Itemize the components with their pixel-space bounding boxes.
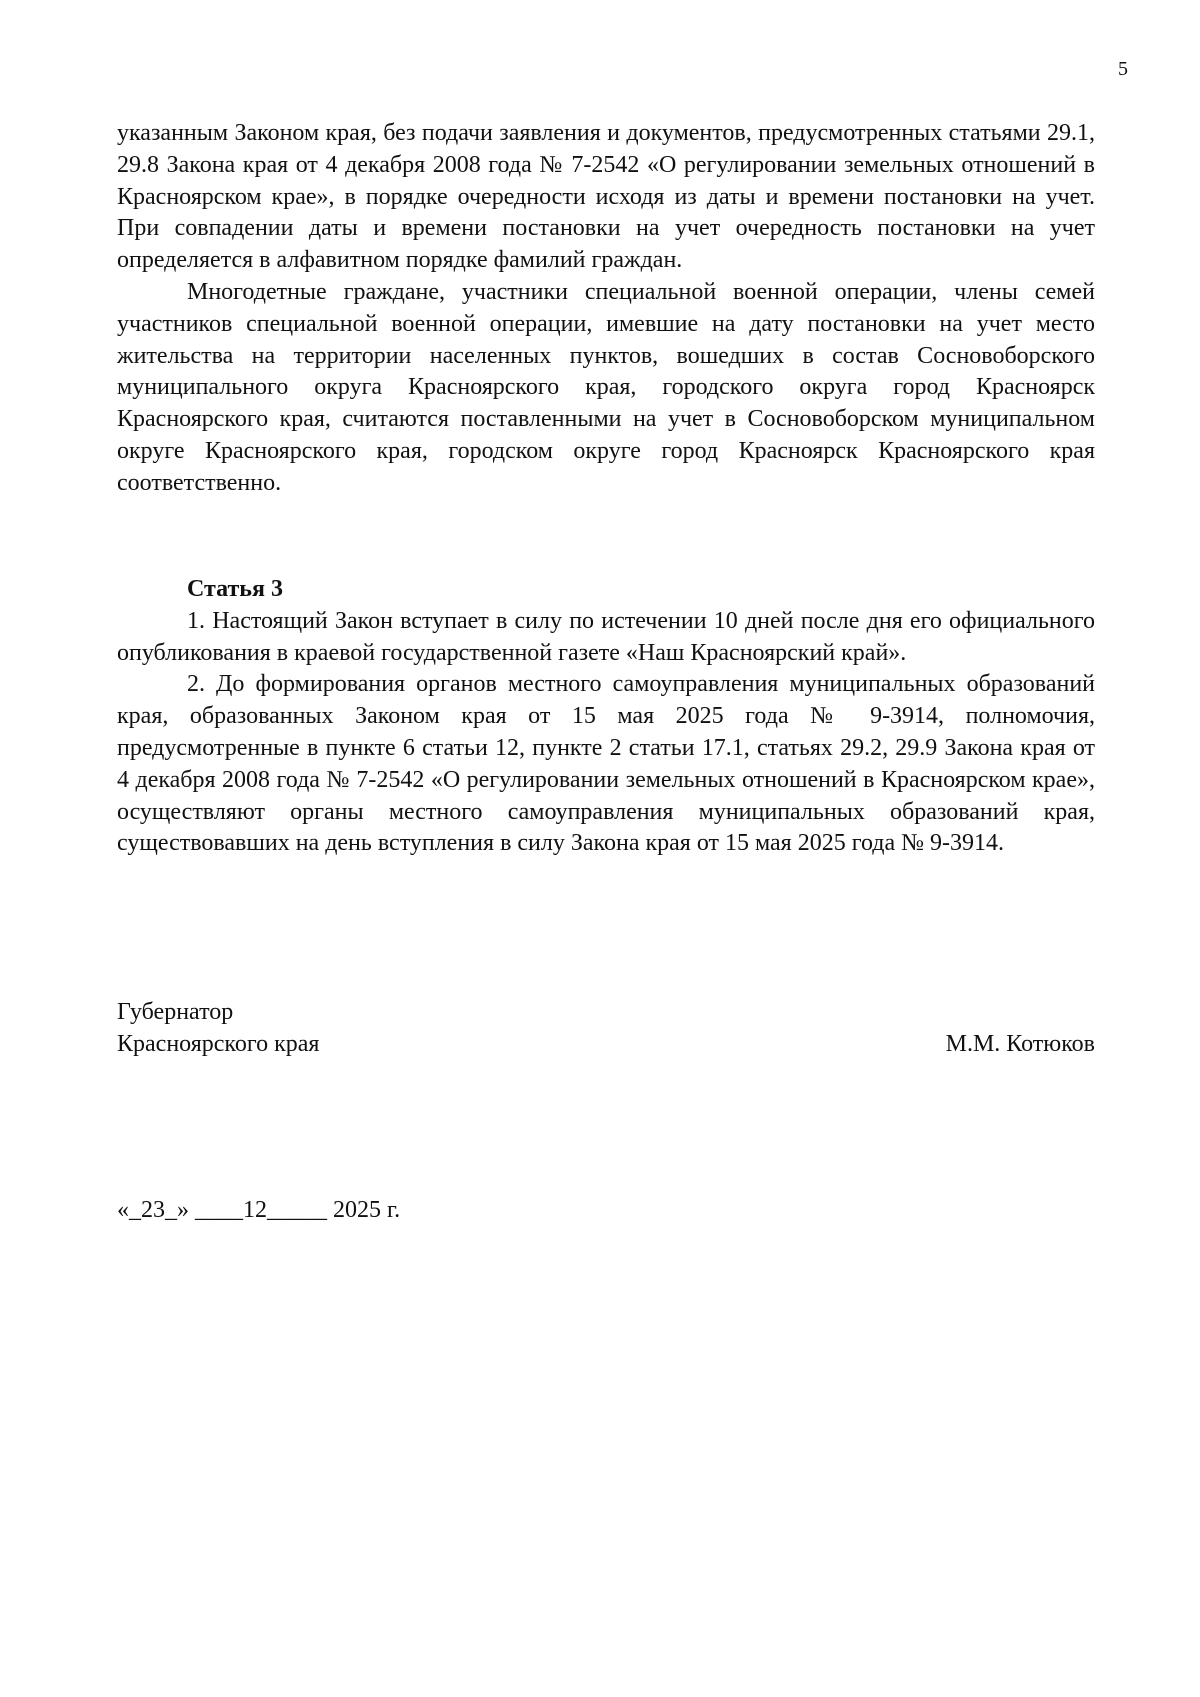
signature-title-line1: Губернатор bbox=[117, 999, 234, 1025]
signature-row bbox=[117, 1028, 1095, 1060]
signature-block bbox=[117, 996, 1095, 1060]
article-item-2: 2. До формирования органов местного самоуправления муниципальных образований края, образованных Законом края от 15 мая 2025 года № 9-3914, полномочия, предусмотренные в пункте 6 статьи 12, пункте 2 статьи 17.1, статьях 29.2, 29.9 Закона края от 4 декабря 2008 года № 7-2542 «О регулировании земельных отношений в Красноярском крае», осуществляют органы местного самоуправления муниципальных образований края, существовавших на день вступления в силу Закона края от 15 мая 2025 года № 9-3914. bbox=[117, 671, 1095, 857]
page-number: 5 bbox=[1118, 58, 1128, 80]
paragraph-large-families: Многодетные граждане, участники специальной военной операции, члены семей участников специальной военной операции, имевшие на дату постановки на учет место жительства на территории населенных пунктов, вошедших в состав Сосновоборского муниципального округа Красноярского края, городского округа город Красноярск Красноярского края, считаются поставленными на учет в Сосновоборском муниципальном округе Красноярского края, городском округе город Красноярск Красноярского края соответственно. bbox=[117, 278, 1095, 496]
article-3-section bbox=[117, 574, 1095, 860]
paragraph-continuation: указанным Законом края, без подачи заявления и документов, предусмотренных статьями 29.1, 29.8 Закона края от 4 декабря 2008 года № 7-2542 «О регулировании земельных отношений в Красноярском крае», в порядке очередности исходя из даты и времени постановки на учет. При совпадении даты и времени постановки на учет очередность постановки на учет определяется в алфавитном порядке фамилий граждан. bbox=[117, 120, 1095, 274]
signatory-name: М.М. Котюков bbox=[945, 1031, 1095, 1057]
main-text-top bbox=[117, 118, 1095, 500]
signing-date: «_23_» ____12_____ 2025 г. bbox=[117, 1197, 401, 1223]
article-heading: Статья 3 bbox=[187, 576, 283, 602]
signature-title-line2: Красноярского края bbox=[117, 1031, 320, 1057]
article-item-1: 1. Настоящий Закон вступает в силу по истечении 10 дней после дня его официального опубликования в краевой государственной газете «Наш Красноярский край». bbox=[117, 607, 1095, 666]
